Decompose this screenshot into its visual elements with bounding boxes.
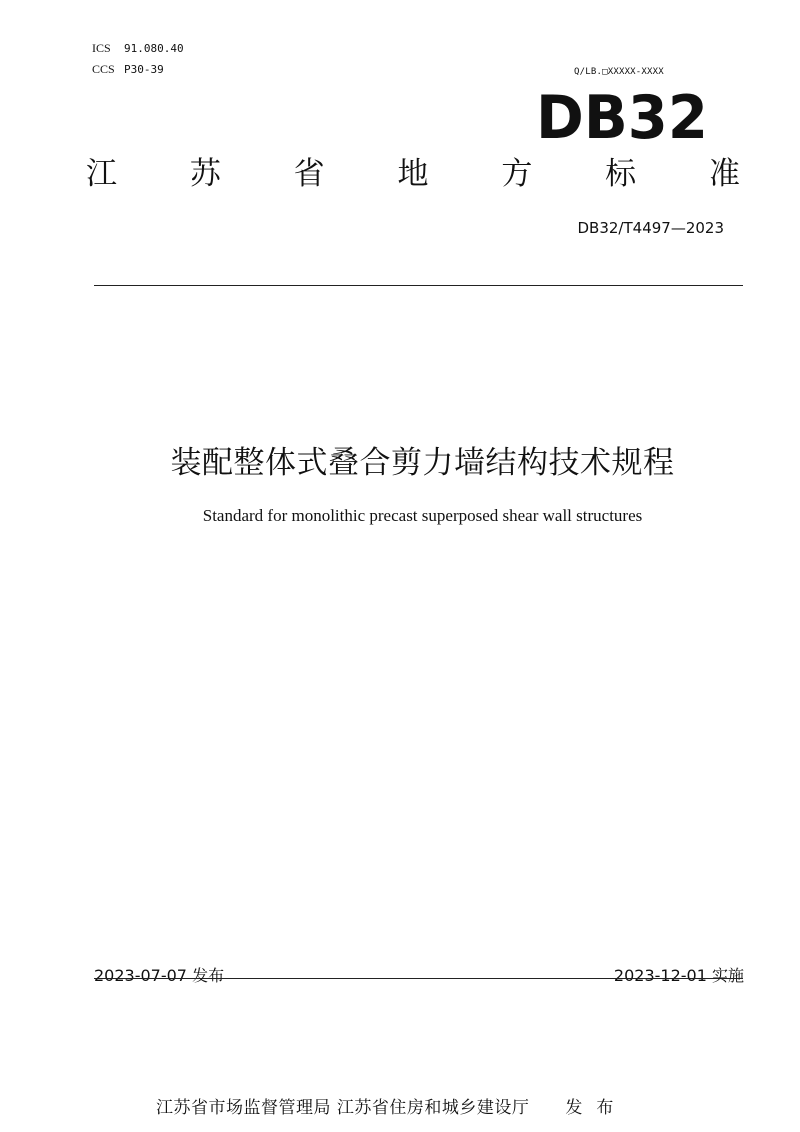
classification-codes	[92, 38, 184, 80]
standard-number: DB32/T4497—2023	[577, 219, 724, 237]
publish-date: 2023-07-07 发布	[94, 966, 225, 985]
heading-char: 省	[293, 156, 325, 192]
ccs-label: CCS	[92, 62, 115, 76]
document-title-en: Standard for monolithic precast superposed shear wall structures	[202, 506, 643, 525]
bottom-divider	[94, 978, 743, 979]
document-title-cn: 装配整体式叠合剪力墙结构技术规程	[170, 445, 675, 481]
registration-number: Q/LB.□XXXXX-XXXX	[574, 67, 664, 77]
db32-mark-text: DB32	[536, 83, 708, 144]
ics-label: ICS	[92, 41, 111, 55]
top-divider	[94, 285, 743, 286]
ics-code: 91.080.40	[124, 42, 184, 55]
issuing-authorities	[156, 1093, 627, 1118]
db32-mark	[536, 82, 711, 144]
ics-line	[92, 38, 184, 59]
issuer-org-1: 江苏省市场监督管理局	[156, 1098, 331, 1118]
heading-char: 苏	[189, 156, 221, 192]
heading-char: 方	[501, 156, 533, 192]
ccs-line	[92, 59, 184, 80]
local-standard-heading	[86, 153, 740, 195]
ccs-code: P30-39	[124, 63, 164, 76]
heading-char: 江	[86, 156, 117, 192]
heading-char: 标	[605, 156, 637, 192]
heading-char: 地	[397, 156, 429, 192]
effective-date: 2023-12-01 实施	[613, 966, 744, 985]
issue-action: 发布	[565, 1098, 628, 1118]
issuer-org-2: 江苏省住房和城乡建设厅	[336, 1098, 530, 1118]
heading-char: 准	[708, 156, 740, 192]
